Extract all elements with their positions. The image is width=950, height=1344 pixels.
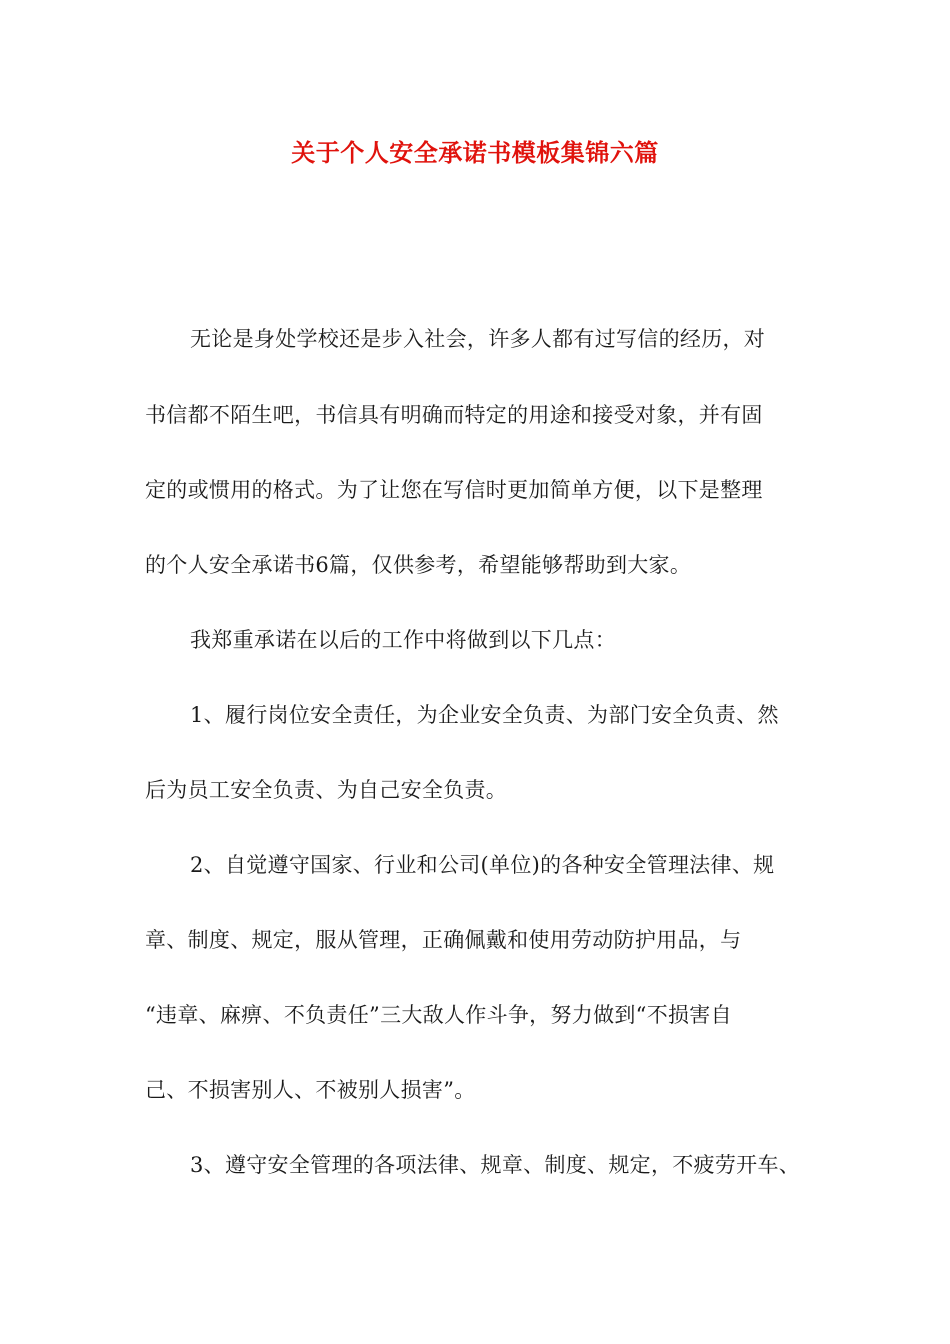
paragraph-line: 定的或惯用的格式。为了让您在写信时更加简单方便，以下是整理: [145, 478, 763, 502]
paragraph-line: 己、不损害别人、不被别人损害”。: [145, 1078, 476, 1102]
paragraph-line: 书信都不陌生吧，书信具有明确而特定的用途和接受对象，并有固: [145, 403, 763, 427]
paragraph-line: 1、履行岗位安全责任，为企业安全负责、为部门安全负责、然: [190, 703, 779, 727]
paragraph-line: 无论是身处学校还是步入社会，许多人都有过写信的经历，对: [190, 327, 766, 351]
document-title: 关于个人安全承诺书模板集锦六篇: [291, 139, 659, 167]
paragraph-line: 后为员工安全负责、为自己安全负责。: [145, 778, 508, 802]
paragraph-line: 的个人安全承诺书6篇，仅供参考，希望能够帮助到大家。: [145, 553, 692, 577]
paragraph-line: 章、制度、规定，服从管理，正确佩戴和使用劳动防护用品，与: [145, 928, 742, 952]
paragraph-line: 3、遵守安全管理的各项法律、规章、制度、规定，不疲劳开车、: [190, 1153, 801, 1177]
paragraph-line: 2、自觉遵守国家、行业和公司(单位)的各种安全管理法律、规: [190, 853, 775, 877]
paragraph-line: “违章、麻痹、不负责任”三大敌人作斗争，努力做到“不损害自: [145, 1003, 732, 1027]
paragraph-line: 我郑重承诺在以后的工作中将做到以下几点：: [190, 628, 616, 652]
